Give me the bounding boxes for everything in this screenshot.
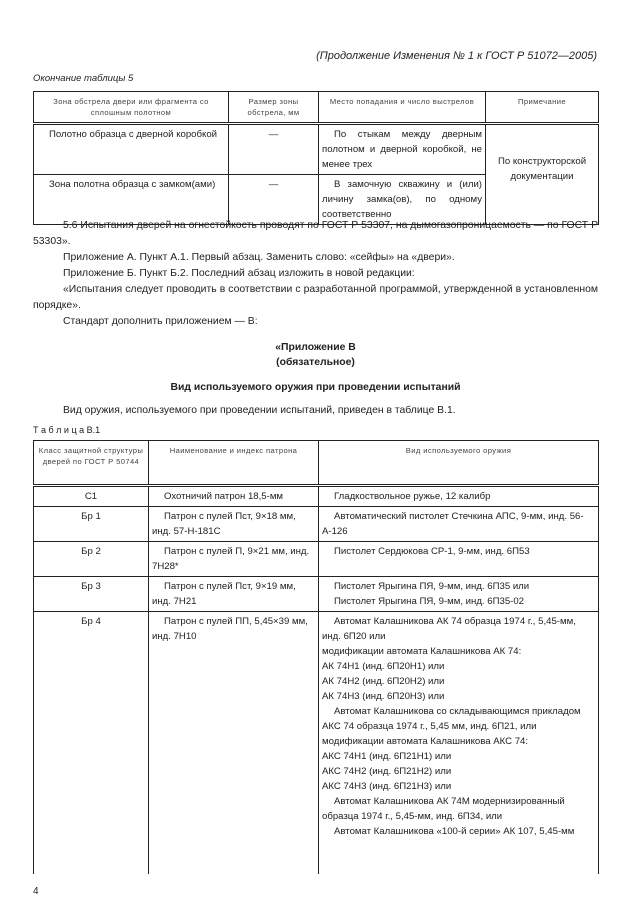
- page-number: 4: [33, 886, 39, 897]
- table-row: [34, 486, 599, 507]
- table-row: [34, 507, 599, 542]
- paragraph: Приложение Б. Пункт Б.2. Последний абзац изложить в новой редакции:: [63, 268, 415, 279]
- weapon-line: АК 74Н3 (инд. 6П20Н3) или: [322, 691, 445, 702]
- appendix-title: «Приложение В: [275, 342, 356, 353]
- col-header: Примечание: [486, 92, 599, 124]
- weapon-line: модификации автомата Калашникова АК 74:: [322, 646, 522, 657]
- weapon-line: Автомат Калашникова «100-й серии» АК 107, 5,45-мм: [334, 826, 575, 837]
- col-header: Наименование и индекс патрона: [149, 441, 319, 486]
- weapon-line: Автомат Калашникова АК 74М модернизированный образца 1974 г., 5,45-мм, инд. 6П34, или: [322, 796, 565, 822]
- col-header: Вид используемого оружия: [319, 441, 599, 486]
- cell-note: По конструкторской документации: [486, 124, 599, 225]
- col-header: Место попадания и число выстрелов: [319, 92, 486, 124]
- paragraph: Приложение А. Пункт А.1. Первый абзац. Заменить слово: «сейфы» на «двери».: [63, 252, 455, 263]
- paragraph: «Испытания следует проводить в соответствии с разработанной программой, утвержденной в установленном порядке».: [33, 284, 598, 311]
- table5-caption: Окончание таблицы 5: [33, 73, 134, 84]
- table-5: [33, 91, 599, 225]
- weapon-line: Автомат Калашникова АК 74 образца 1974 г., 5,45-мм, инд. 6П20 или: [322, 616, 576, 642]
- weapon-line: АК 74Н2 (инд. 6П20Н2) или: [322, 676, 445, 687]
- weapon-line: АКС 74Н3 (инд. 6П21Н3) или: [322, 781, 452, 792]
- cell-cartridge: Патрон с пулей Пст, 9×18 мм, инд. 57-Н-181С: [149, 507, 319, 542]
- cell-zone: Зона полотна образца с замком(ами): [34, 175, 229, 225]
- cell-class: С1: [34, 486, 149, 507]
- weapon-line: АК 74Н1 (инд. 6П20Н1) или: [322, 661, 445, 672]
- cell-class: Бр 2: [34, 542, 149, 577]
- cell-weapon: [319, 577, 599, 612]
- cell-place: По стыкам между дверным полотном и дверной коробкой, не менее трех: [319, 124, 486, 175]
- weapon-line: Автомат Калашникова со складывающимся прикладом АКС 74 образца 1974 г., 5,45 мм, инд. 6П21, или: [322, 706, 581, 732]
- cell-weapon: [319, 486, 599, 507]
- paragraph: 5.6 Испытания дверей на огнестойкость проводят по ГОСТ Р 53307, на дымогазопроницаемость — по ГОСТ Р 53303».: [33, 220, 598, 247]
- cell-cartridge: Охотничий патрон 18,5-мм: [149, 486, 319, 507]
- tableB1-caption: Т а б л и ц а В.1: [33, 425, 101, 435]
- weapon-line: АКС 74Н1 (инд. 6П21Н1) или: [322, 751, 452, 762]
- table-row: [34, 542, 599, 577]
- cell-weapon: [319, 507, 599, 542]
- cell-weapon: [319, 542, 599, 577]
- cell-class: Бр 1: [34, 507, 149, 542]
- weapon-line: Автоматический пистолет Стечкина АПС, 9-мм, инд. 56-А-126: [322, 511, 584, 537]
- appendix-subtitle: (обязательное): [276, 357, 355, 368]
- col-header: Зона обстрела двери или фрагмента со сплошным полотном: [34, 92, 229, 124]
- col-header: Класс защитной структуры дверей по ГОСТ Р 50744: [34, 441, 149, 486]
- weapon-line: Пистолет Сердюкова СР-1, 9-мм, инд. 6П53: [334, 546, 530, 557]
- cell-size: —: [229, 124, 319, 175]
- weapon-line: Гладкоствольное ружье, 12 калибр: [334, 491, 491, 502]
- running-header: (Продолжение Изменения № 1 к ГОСТ Р 51072—2005): [316, 50, 597, 62]
- appendix-heading: Вид используемого оружия при проведении испытаний: [170, 382, 461, 393]
- cell-cartridge: Патрон с пулей ПП, 5,45×39 мм, инд. 7Н10: [149, 612, 319, 874]
- cell-place: В замочную скважину и (или) личину замка(ов), по одному соответственно: [319, 175, 486, 225]
- cell-class: Бр 3: [34, 577, 149, 612]
- cell-cartridge: Патрон с пулей Пст, 9×19 мм, инд. 7Н21: [149, 577, 319, 612]
- cell-weapon: [319, 612, 599, 874]
- weapon-line: Пистолет Ярыгина ПЯ, 9-мм, инд. 6П35-02: [334, 596, 525, 607]
- cell-class: Бр 4: [34, 612, 149, 874]
- paragraph: Стандарт дополнить приложением — В:: [63, 316, 258, 327]
- col-header: Размер зоны обстрела, мм: [229, 92, 319, 124]
- cell-cartridge: Патрон с пулей П, 9×21 мм, инд. 7Н28*: [149, 542, 319, 577]
- appendix-intro: Вид оружия, используемого при проведении испытаний, приведен в таблице В.1.: [63, 405, 456, 416]
- table-b1: [33, 440, 599, 874]
- table-row: [34, 577, 599, 612]
- weapon-line: Пистолет Ярыгина ПЯ, 9-мм, инд. 6П35 или: [334, 581, 530, 592]
- table-row: [34, 612, 599, 874]
- cell-size: —: [229, 175, 319, 225]
- weapon-line: АКС 74Н2 (инд. 6П21Н2) или: [322, 766, 452, 777]
- table-row: [34, 124, 599, 175]
- cell-zone: Полотно образца с дверной коробкой: [34, 124, 229, 175]
- weapon-line: модификации автомата Калашникова АКС 74:: [322, 736, 529, 747]
